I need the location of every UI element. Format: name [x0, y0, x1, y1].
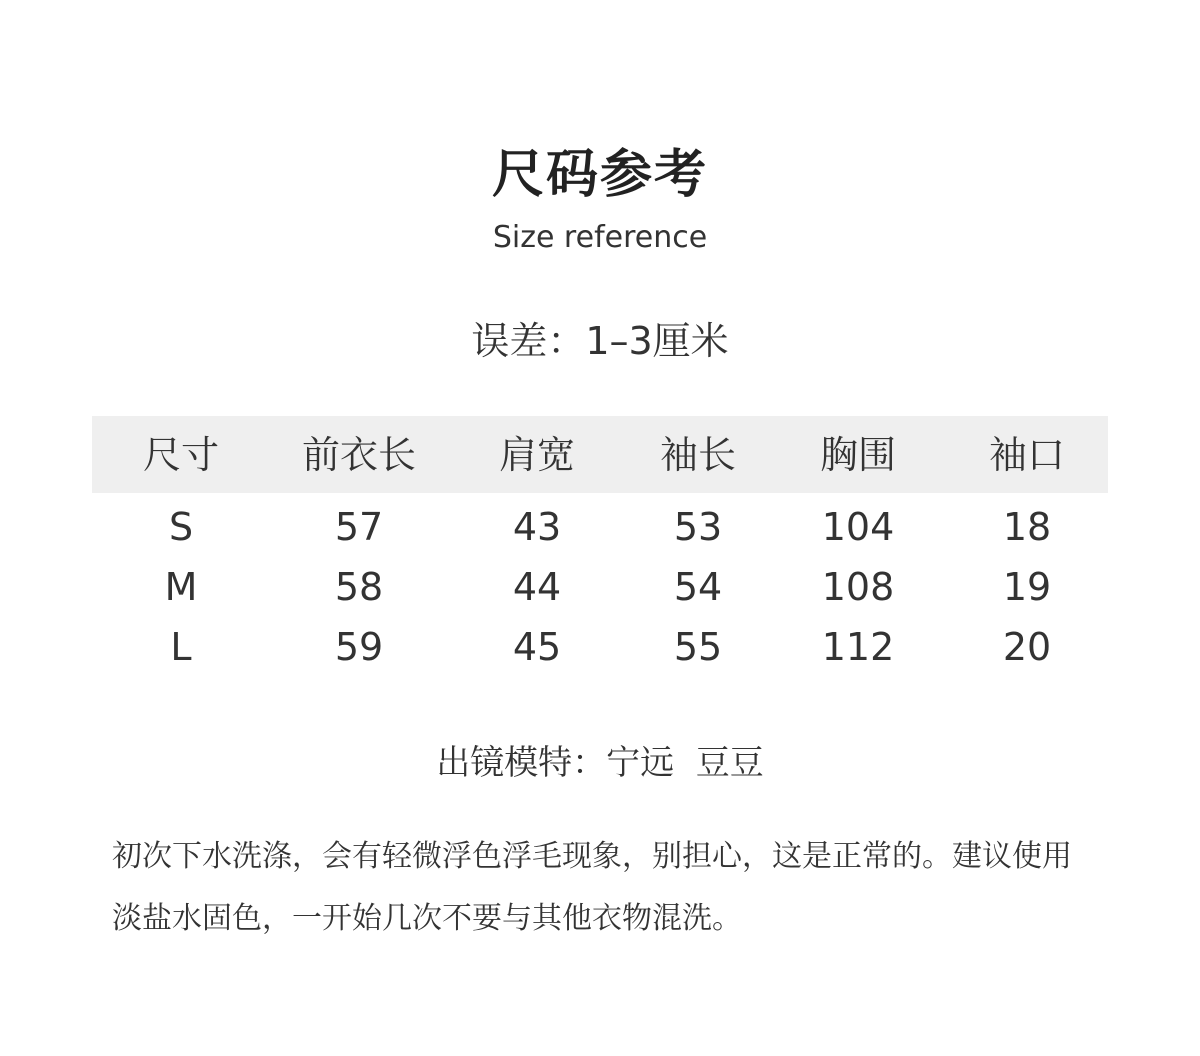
table-cell: 20 [1002, 625, 1052, 669]
table-cell: 57 [334, 505, 384, 549]
table-row [92, 617, 1108, 677]
table-cell: 55 [673, 625, 723, 669]
table-cell: 104 [821, 505, 895, 549]
table-row [92, 497, 1108, 557]
table-cell: 45 [512, 625, 562, 669]
table-cell: M [164, 565, 198, 609]
table-header [92, 416, 1108, 493]
table-cell: 112 [821, 625, 895, 669]
size-table [92, 416, 1108, 677]
table-cell: 18 [1002, 505, 1052, 549]
care-instructions: 初次下水洗涤，会有轻微浮色浮毛现象，别担心，这是正常的。建议使用淡盐水固色，一开始几次不要与其他衣物混洗。 [112, 839, 1072, 936]
model-info: 出镜模特：宁远 豆豆 [436, 743, 764, 783]
table-cell: 108 [821, 565, 895, 609]
table-cell: 44 [512, 565, 562, 609]
table-cell: 43 [512, 505, 562, 549]
table-cell: L [170, 625, 192, 669]
tolerance-note: 误差：1–3厘米 [471, 319, 729, 363]
table-body [92, 493, 1108, 677]
table-cell: 59 [334, 625, 384, 669]
column-header-size: 尺寸 [142, 432, 219, 477]
page-title: 尺码参考 [491, 145, 708, 205]
table-cell: 54 [673, 565, 723, 609]
column-header-cuff: 袖口 [988, 432, 1065, 477]
table-cell: 19 [1002, 565, 1052, 609]
table-row [92, 557, 1108, 617]
page-subtitle: Size reference [492, 220, 708, 255]
column-header-shoulder: 肩宽 [498, 432, 575, 477]
table-cell: S [168, 505, 194, 549]
column-header-front-length: 前衣长 [301, 432, 416, 477]
table-cell: 58 [334, 565, 384, 609]
table-cell: 53 [673, 505, 723, 549]
column-header-chest: 胸围 [819, 432, 896, 477]
column-header-sleeve-length: 袖长 [659, 432, 736, 477]
